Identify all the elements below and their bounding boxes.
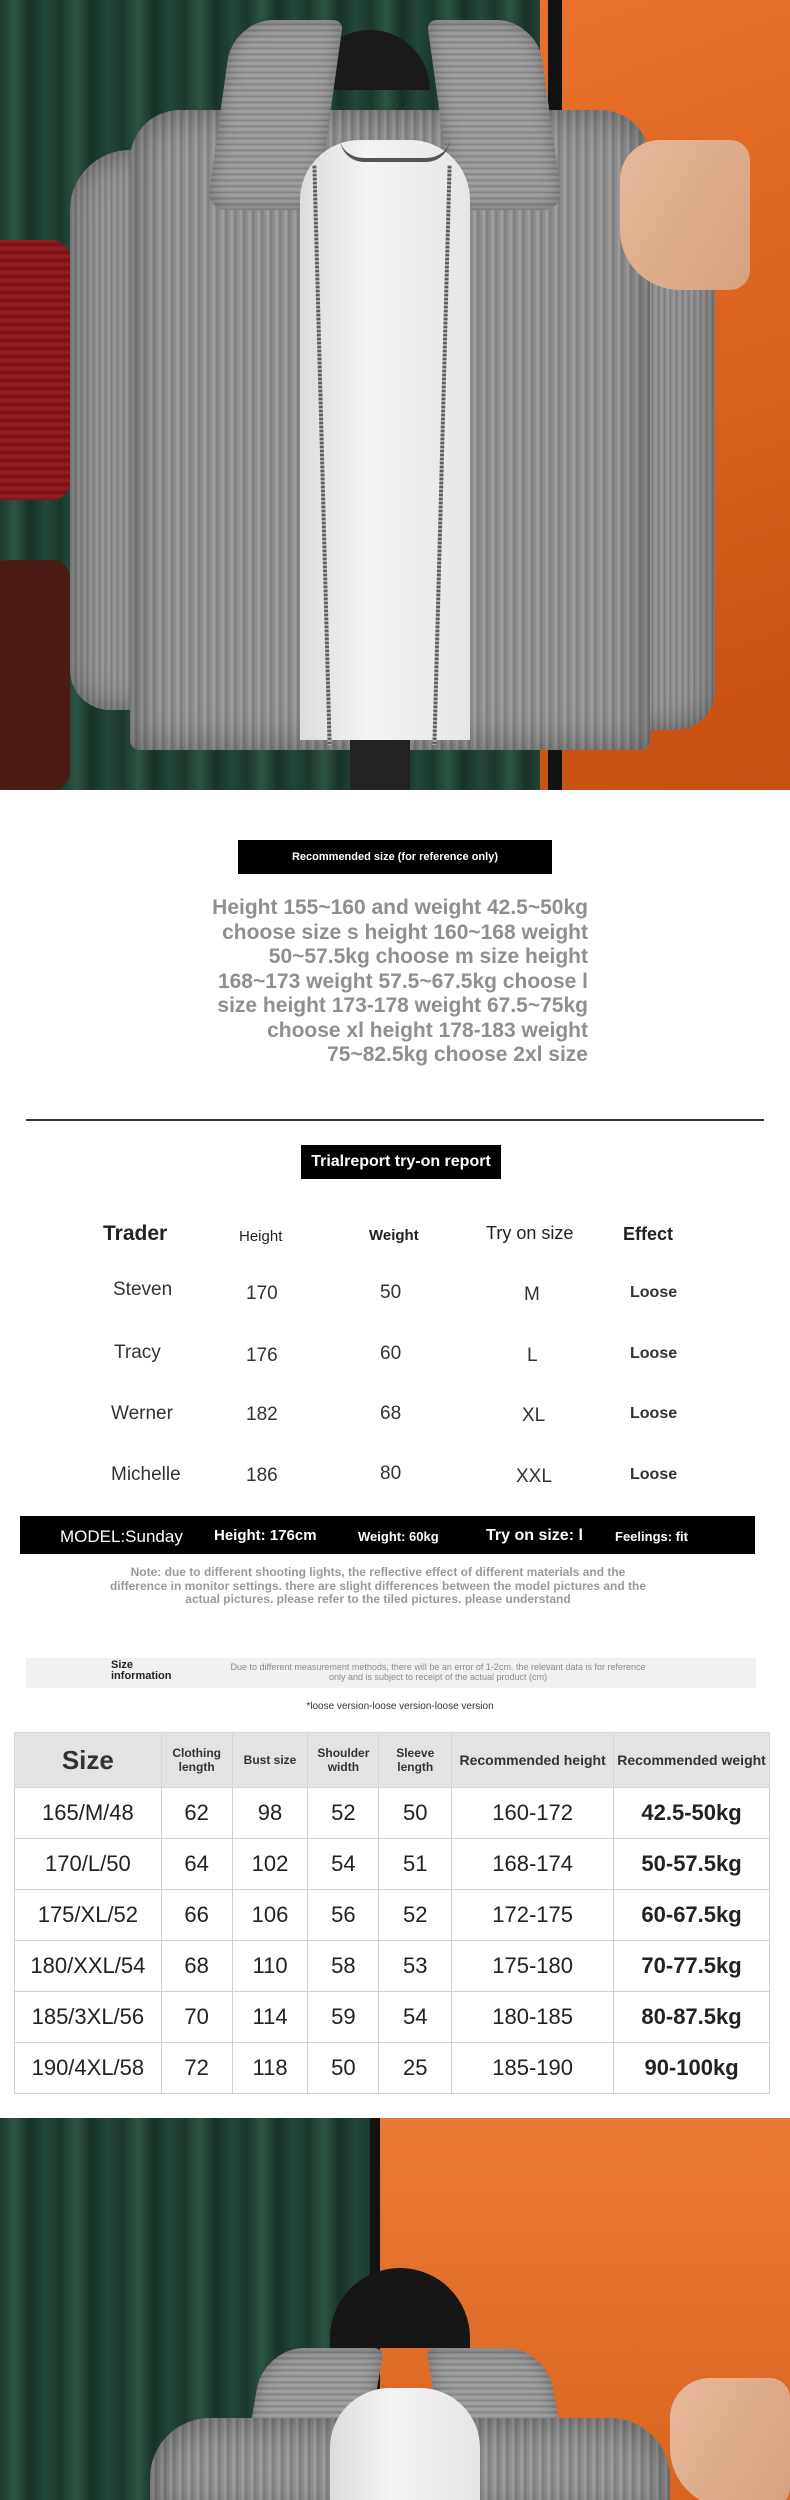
cell-recommended-height: 172-175 [452, 1890, 614, 1941]
cell-bust-size: 118 [232, 2043, 308, 2094]
cell-size: 185/3XL/56 [15, 1992, 162, 2043]
cell-shoulder-width: 54 [308, 1839, 379, 1890]
cell-bust-size: 106 [232, 1890, 308, 1941]
cell-clothing-length: 72 [161, 2043, 232, 2094]
cell-shoulder-width: 52 [308, 1788, 379, 1839]
cell-shoulder-width: 50 [308, 2043, 379, 2094]
trial-report-label: Trialreport try-on report [301, 1145, 501, 1179]
col-header-try-on-size: Try on size [486, 1223, 574, 1243]
header-recommended-height: Recommended height [452, 1733, 614, 1788]
recommended-size-text: Height 155~160 and weight 42.5~50kg choose size s height 160~168 weight 50~57.5kg choose m size height 168~173 weight 57.5~67.5kg choose l size height 173-178 weight 67.5~75kg choose xl height 178-183 weight 75~82.5kg choose 2xl size [212, 896, 588, 1066]
cell-size: 165/M/48 [15, 1788, 162, 1839]
product-photo-top [0, 0, 790, 790]
trader-effect: Loose [630, 1466, 678, 1483]
cell-recommended-weight: 80-87.5kg [614, 1992, 770, 2043]
cell-recommended-height: 175-180 [452, 1941, 614, 1992]
recommended-size-label: Recommended size (for reference only) [238, 840, 552, 874]
cell-sleeve-length: 50 [379, 1788, 452, 1839]
table-row [15, 1941, 770, 1992]
product-photo-bottom [0, 2118, 790, 2500]
photo-note: Note: due to different shooting lights, the reflective effect of different materials and the difference in monitor settings. there are slight differences between the model pictures and the actual pictures. please refer to the tiled pictures. please understand [109, 1565, 647, 1606]
trader-size: XL [522, 1405, 546, 1426]
size-table [14, 1732, 770, 2094]
cell-size: 175/XL/52 [15, 1890, 162, 1941]
cell-clothing-length: 66 [161, 1890, 232, 1941]
cell-sleeve-length: 25 [379, 2043, 452, 2094]
size-info-title: Size information [111, 1659, 172, 1682]
cell-bust-size: 98 [232, 1788, 308, 1839]
trader-size: L [527, 1345, 538, 1366]
cell-size: 170/L/50 [15, 1839, 162, 1890]
trader-effect: Loose [630, 1345, 678, 1362]
cell-recommended-weight: 70-77.5kg [614, 1941, 770, 1992]
cell-recommended-height: 160-172 [452, 1788, 614, 1839]
cell-shoulder-width: 58 [308, 1941, 379, 1992]
col-header-height: Height [239, 1228, 283, 1245]
cell-clothing-length: 62 [161, 1788, 232, 1839]
model-feelings: Feelings: fit [615, 1529, 688, 1544]
cell-sleeve-length: 53 [379, 1941, 452, 1992]
cell-sleeve-length: 54 [379, 1992, 452, 2043]
trader-name: Tracy [114, 1342, 161, 1363]
model-weight: Weight: 60kg [358, 1529, 439, 1544]
model-name: MODEL:Sunday [60, 1527, 183, 1546]
trader-name: Werner [111, 1403, 173, 1424]
cell-clothing-length: 68 [161, 1941, 232, 1992]
cell-clothing-length: 70 [161, 1992, 232, 2043]
trader-height: 176 [246, 1345, 278, 1366]
header-size: Size [15, 1733, 162, 1788]
cell-shoulder-width: 59 [308, 1992, 379, 2043]
cell-recommended-weight: 60-67.5kg [614, 1890, 770, 1941]
table-row [15, 1992, 770, 2043]
cell-recommended-weight: 50-57.5kg [614, 1839, 770, 1890]
cell-bust-size: 110 [232, 1941, 308, 1992]
cell-recommended-height: 180-185 [452, 1992, 614, 2043]
divider [26, 1119, 764, 1121]
table-row [15, 1839, 770, 1890]
trader-weight: 50 [380, 1282, 402, 1303]
header-recommended-weight: Recommended weight [614, 1733, 770, 1788]
col-header-effect: Effect [623, 1224, 674, 1244]
trader-name: Steven [113, 1279, 173, 1300]
trader-height: 182 [246, 1404, 278, 1425]
trader-effect: Loose [630, 1284, 678, 1301]
loose-version-label: *loose version-loose version-loose version [306, 1701, 494, 1712]
size-info-note: Due to different measurement methods, there will be an error of 1-2cm. the relevant data is for reference only and is subject to receipt of the actual product (cm) [230, 1662, 646, 1682]
cell-shoulder-width: 56 [308, 1890, 379, 1941]
trader-weight: 68 [380, 1403, 402, 1424]
cell-sleeve-length: 52 [379, 1890, 452, 1941]
size-table-header [15, 1733, 770, 1788]
trader-height: 186 [246, 1465, 278, 1486]
model-height: Height: 176cm [214, 1527, 317, 1544]
cell-size: 190/4XL/58 [15, 2043, 162, 2094]
col-header-weight: Weight [369, 1227, 419, 1244]
model-try-on-size: Try on size: l [486, 1527, 583, 1544]
trader-name: Michelle [111, 1464, 181, 1485]
header-sleeve-length: Sleeve length [379, 1733, 452, 1788]
header-bust-size: Bust size [232, 1733, 308, 1788]
trader-effect: Loose [630, 1405, 678, 1422]
table-row [15, 1890, 770, 1941]
table-row [15, 1788, 770, 1839]
trader-weight: 80 [380, 1463, 402, 1484]
cell-recommended-weight: 90-100kg [614, 2043, 770, 2094]
cell-size: 180/XXL/54 [15, 1941, 162, 1992]
cell-sleeve-length: 51 [379, 1839, 452, 1890]
header-shoulder-width: Shoulder width [308, 1733, 379, 1788]
cell-bust-size: 102 [232, 1839, 308, 1890]
trader-height: 170 [246, 1283, 278, 1304]
cell-bust-size: 114 [232, 1992, 308, 2043]
col-header-trader: Trader [103, 1222, 168, 1245]
header-clothing-length: Clothing length [161, 1733, 232, 1788]
cell-recommended-weight: 42.5-50kg [614, 1788, 770, 1839]
trader-size: M [524, 1284, 540, 1305]
trader-size: XXL [516, 1466, 552, 1487]
cell-clothing-length: 64 [161, 1839, 232, 1890]
cell-recommended-height: 168-174 [452, 1839, 614, 1890]
trader-weight: 60 [380, 1343, 402, 1364]
table-row [15, 2043, 770, 2094]
model-info-bar [20, 1516, 755, 1554]
cell-recommended-height: 185-190 [452, 2043, 614, 2094]
